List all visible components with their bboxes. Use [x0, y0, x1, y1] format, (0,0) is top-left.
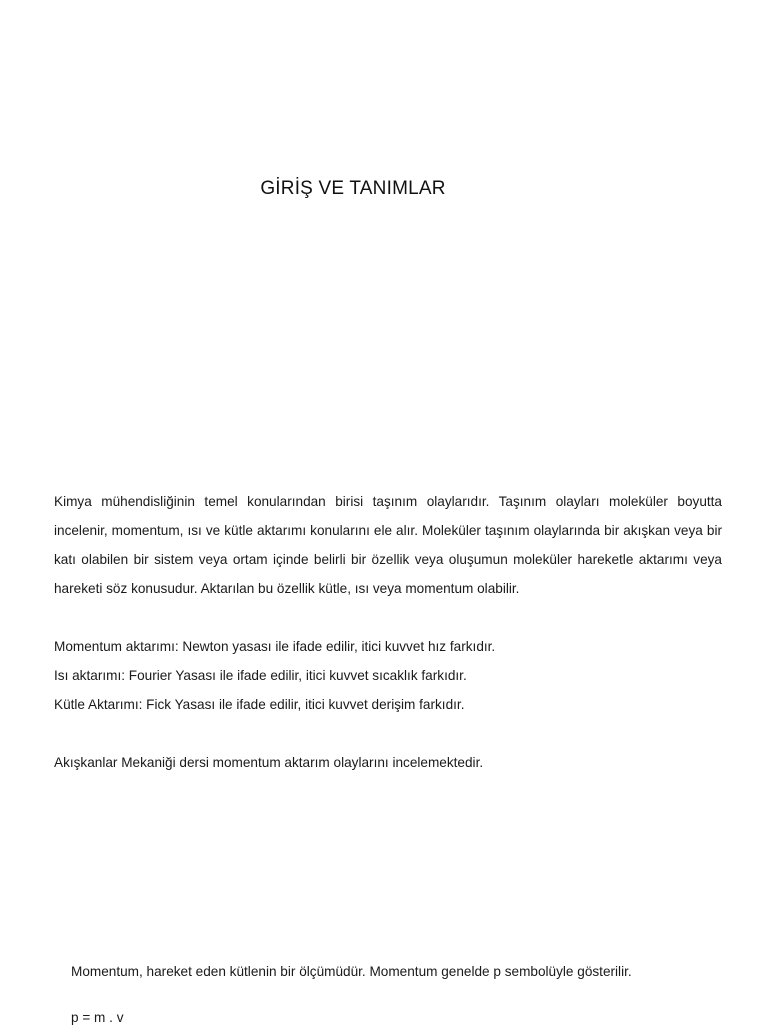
page-title: GİRİŞ VE TANIMLAR [260, 178, 446, 199]
cutoff-text: p = m . v [71, 1010, 124, 1025]
heat-transfer-line: Isı aktarımı: Fourier Yasası ile ifade edilir, itici kuvvet sıcaklık farkıdır. [54, 668, 467, 683]
momentum-transfer-line: Momentum aktarımı: Newton yasası ile ifade edilir, itici kuvvet hız farkıdır. [54, 639, 496, 654]
cutoff-text-line [71, 1010, 211, 1025]
intro-paragraph: Kimya mühendisliğinin temel konularından birisi taşınım olaylarıdır. Taşınım olayları moleküler boyutta incelenir, momentum, ısı ve kütle aktarımı konularını ele alır. Moleküler taşınım olaylarında bir akışkan veya bir katı olabilen bir sistem veya ortam içinde belirli bir özellik veya oluşumun moleküler hareketle aktarımı veya hareketi söz konusudur. Aktarılan bu özellik kütle, ısı veya momentum olabilir. [54, 494, 722, 596]
momentum-definition-paragraph: Momentum, hareket eden kütlenin bir ölçümüdür. Momentum genelde p sembolüyle gösterilir. [71, 964, 632, 979]
mass-transfer-line: Kütle Aktarımı: Fick Yasası ile ifade edilir, itici kuvvet derişim farkıdır. [54, 697, 465, 712]
fluid-mechanics-line: Akışkanlar Mekaniği dersi momentum aktarım olaylarını incelemektedir. [54, 755, 484, 770]
